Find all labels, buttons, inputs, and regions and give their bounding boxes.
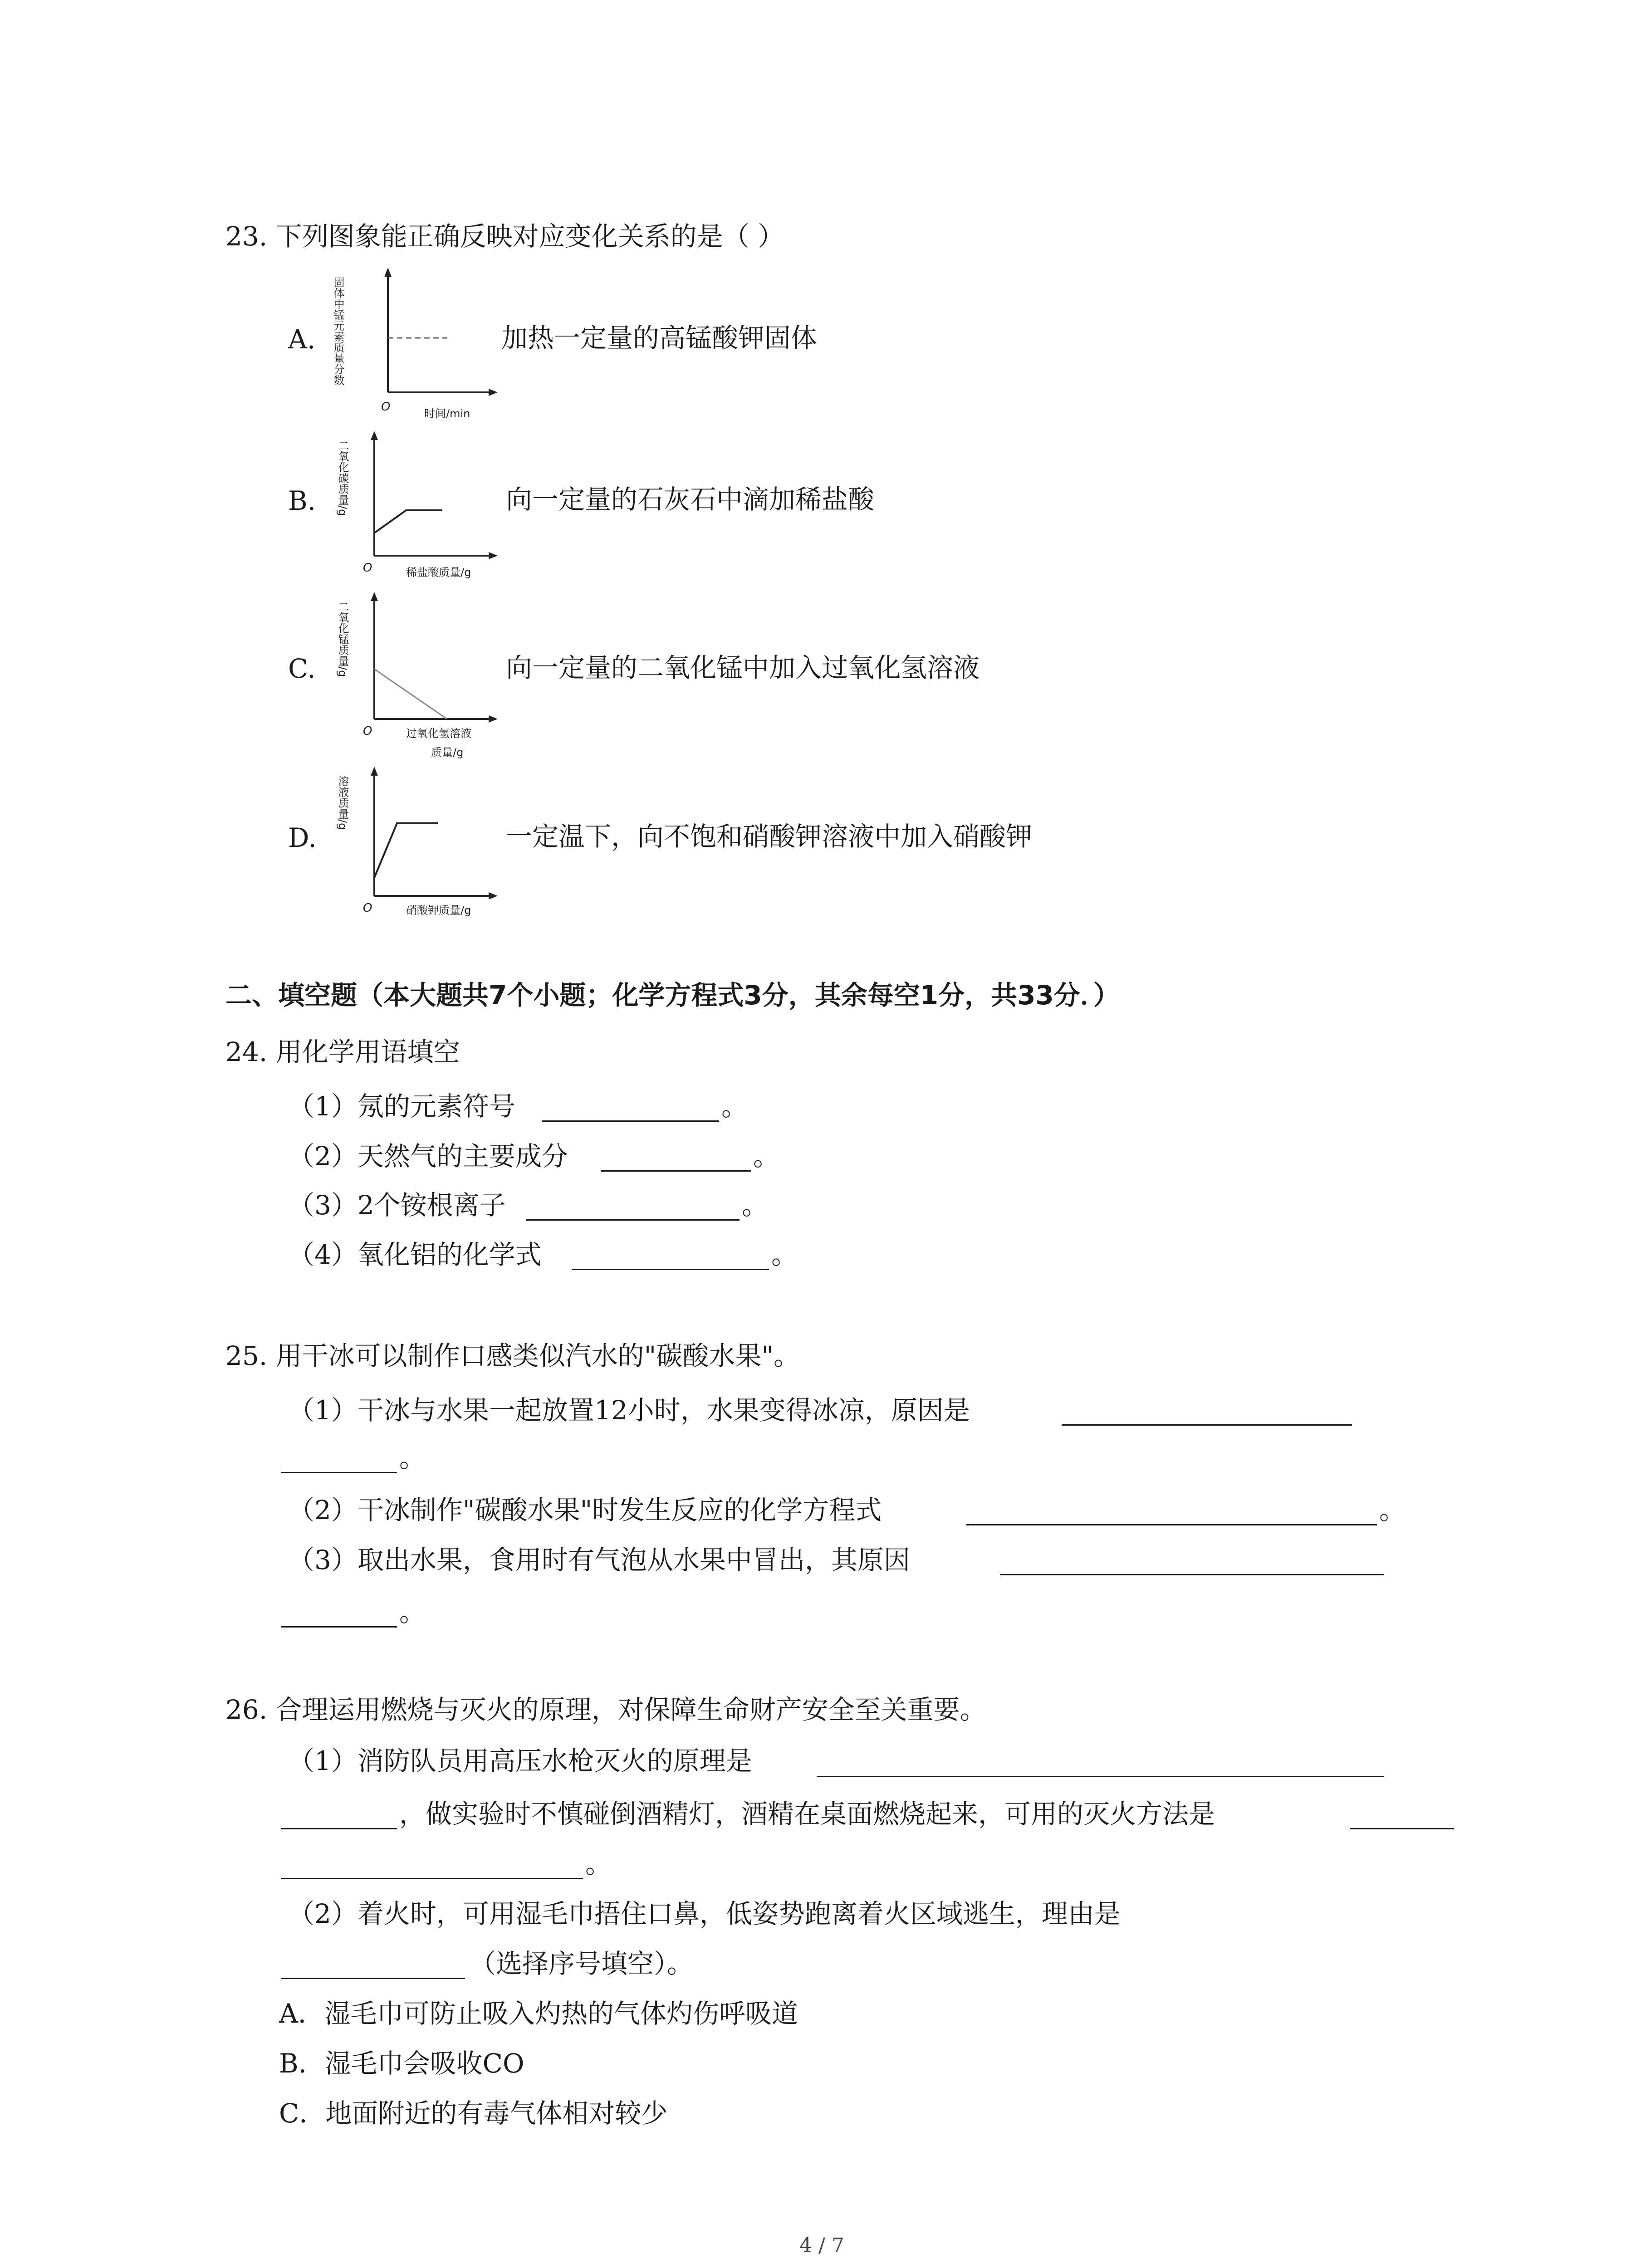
q23-graph-b: [333, 426, 506, 585]
q23-option-a-text: 加热一定量的高锰酸钾固体: [501, 323, 818, 353]
graph-c-ylabel: 二氧化锰质量/g: [336, 601, 349, 677]
q26-choice-b: B．湿毛巾会吸收CO: [279, 2048, 524, 2079]
q25-item-1: （1）干冰与水果一起放置12小时，水果变得冰凉，原因是: [288, 1395, 970, 1426]
q23-graph-a: [333, 263, 506, 426]
q24-item-2: （2）天然气的主要成分: [288, 1141, 568, 1172]
q23-option-a-letter: A.: [288, 324, 316, 355]
q24-item-4: （4）氧化铝的化学式: [288, 1239, 542, 1270]
q23-stem: 23. 下列图象能正确反映对应变化关系的是（ ）: [225, 221, 784, 252]
q25-blank-1a[interactable]: [1062, 1424, 1352, 1426]
q26-blank-2[interactable]: [281, 1978, 465, 1979]
graph-c-origin: O: [363, 724, 372, 738]
graph-c-xlabel-line1: 过氧化氢溶液: [406, 727, 471, 740]
q24-item-3: （3）2个铵根离子: [288, 1190, 506, 1221]
q26-item-1-end: 。: [585, 1848, 612, 1879]
q24-item-1-end: 。: [721, 1091, 748, 1122]
q24-blank-1[interactable]: [542, 1120, 719, 1122]
q24-item-2-end: 。: [753, 1141, 780, 1172]
q25-item-2-end: 。: [1379, 1495, 1406, 1525]
q26-item-1-cont: ，做实验时不慎碰倒酒精灯，酒精在桌面燃烧起来，可用的灭火方法是: [399, 1799, 1215, 1829]
q26-choice-a: A．湿毛巾可防止吸入灼热的气体灼伤呼吸道: [279, 1998, 798, 2029]
page-number: 4 / 7: [799, 2234, 844, 2257]
q24-blank-3[interactable]: [526, 1219, 740, 1221]
graph-d-xlabel: 硝酸钾质量/g: [406, 904, 471, 917]
q26-blank-1a[interactable]: [817, 1776, 1384, 1777]
q23-option-d-letter: D.: [288, 822, 317, 853]
graph-c-xlabel-line2: 质量/g: [431, 746, 464, 759]
q23-option-b-text: 向一定量的石灰石中滴加稀盐酸: [506, 484, 875, 515]
q25-blank-2[interactable]: [966, 1524, 1377, 1525]
section-2-title: 二、填空题（本大题共7个小题；化学方程式3分，其余每空1分，共33分．）: [225, 980, 1120, 1011]
q24-item-1: （1）氖的元素符号: [288, 1091, 515, 1122]
q25-blank-1b[interactable]: [281, 1472, 397, 1473]
graph-b-xlabel: 稀盐酸质量/g: [406, 566, 471, 579]
q23-option-c-letter: C.: [288, 653, 316, 684]
q24-stem: 24. 用化学用语填空: [225, 1036, 460, 1067]
q23-option-b-letter: B.: [288, 485, 316, 516]
q26-stem: 26. 合理运用燃烧与灭火的原理，对保障生命财产安全至关重要。: [225, 1694, 986, 1725]
graph-a-origin: O: [381, 400, 391, 414]
q25-blank-3b[interactable]: [281, 1626, 397, 1628]
q26-item-2-cont: （选择序号填空）。: [470, 1948, 694, 1979]
graph-a-ylabel: 固体中锰元素质量分数: [332, 277, 344, 386]
q24-item-3-end: 。: [742, 1190, 769, 1221]
q24-blank-2[interactable]: [601, 1170, 751, 1172]
q26-choice-c: C．地面附近的有毒气体相对较少: [279, 2098, 668, 2129]
q25-item-3: （3）取出水果，食用时有气泡从水果中冒出，其原因: [288, 1545, 910, 1575]
graph-d-origin: O: [363, 901, 372, 915]
graph-d-ylabel: 溶液质量/g: [336, 776, 349, 830]
q23-graph-d: [333, 762, 506, 925]
q25-item-2: （2）干冰制作"碳酸水果"时发生反应的化学方程式: [288, 1495, 882, 1525]
q23-option-c-text: 向一定量的二氧化锰中加入过氧化氢溶液: [506, 652, 980, 683]
q25-blank-3a[interactable]: [1000, 1574, 1384, 1575]
q24-item-4-end: 。: [771, 1239, 798, 1270]
q23-graph-c: [333, 587, 506, 764]
q26-item-1: （1）消防队员用高压水枪灭火的原理是: [288, 1745, 752, 1776]
q26-blank-1b[interactable]: [281, 1828, 397, 1829]
q25-item-1-end: 。: [399, 1442, 426, 1473]
q26-item-2: （2）着火时，可用湿毛巾捂住口鼻，低姿势跑离着火区域逃生，理由是: [288, 1898, 1121, 1929]
graph-b-ylabel: 二氧化碳质量/g: [336, 440, 349, 516]
q26-blank-1d[interactable]: [281, 1878, 583, 1879]
q24-blank-4[interactable]: [572, 1269, 769, 1270]
graph-a-xlabel: 时间/min: [424, 407, 470, 420]
q25-item-3-end: 。: [399, 1597, 426, 1628]
q25-stem: 25. 用干冰可以制作口感类似汽水的"碳酸水果"。: [225, 1340, 800, 1371]
q23-option-d-text: 一定温下，向不饱和硝酸钾溶液中加入硝酸钾: [506, 821, 1033, 852]
graph-b-origin: O: [363, 561, 372, 575]
q26-blank-1c[interactable]: [1350, 1828, 1454, 1829]
